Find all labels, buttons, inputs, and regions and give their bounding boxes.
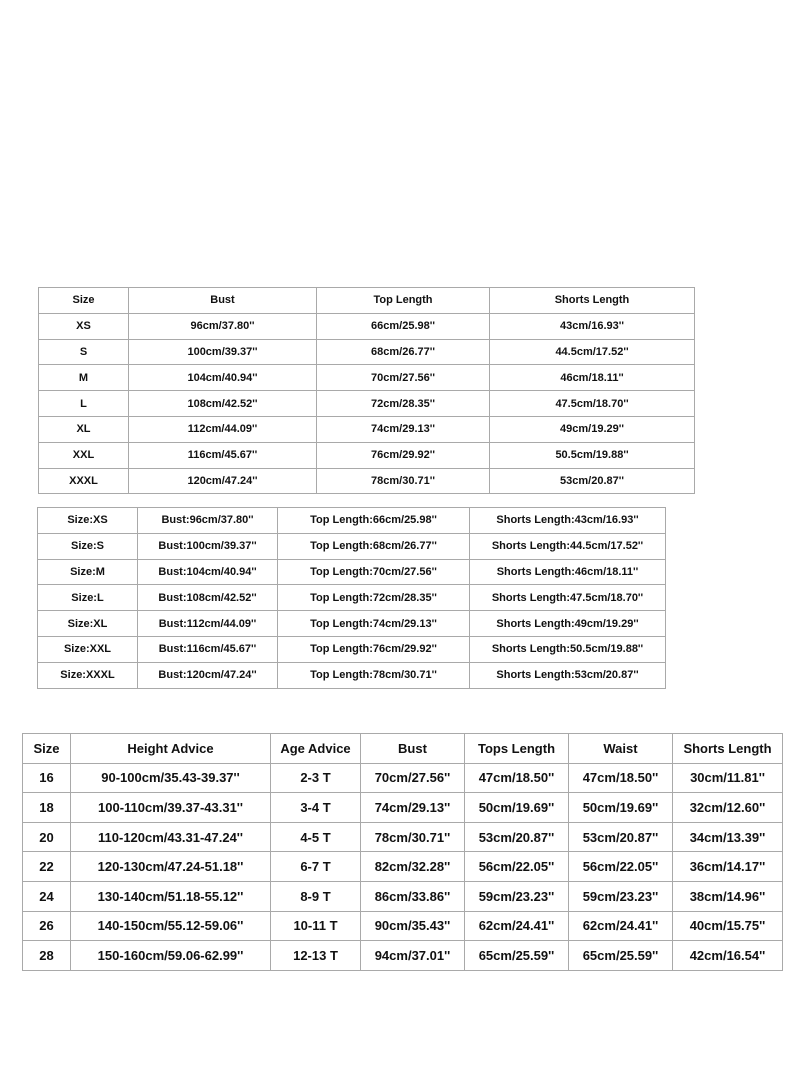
table-cell: Bust:104cm/40.94''	[138, 559, 278, 585]
table-row	[23, 911, 783, 941]
table-cell: 2-3 T	[271, 763, 361, 793]
table-cell: 36cm/14.17''	[673, 852, 783, 882]
table-cell: 42cm/16.54''	[673, 941, 783, 971]
table-cell: 47.5cm/18.70''	[490, 391, 695, 417]
table-cell: 78cm/30.71''	[317, 468, 490, 494]
table-cell: 82cm/32.28''	[361, 852, 465, 882]
table-cell: 12-13 T	[271, 941, 361, 971]
table-row	[23, 941, 783, 971]
column-header: Shorts Length	[490, 288, 695, 314]
column-header: Bust	[361, 734, 465, 764]
table-cell: Size:XXXL	[38, 662, 138, 688]
column-header: Bust	[129, 288, 317, 314]
table-cell: 47cm/18.50''	[569, 763, 673, 793]
table-cell: 70cm/27.56''	[317, 365, 490, 391]
table-cell: 50.5cm/19.88''	[490, 442, 695, 468]
table-cell: 86cm/33.86''	[361, 881, 465, 911]
table-cell: 32cm/12.60''	[673, 793, 783, 823]
table-cell: 130-140cm/51.18-55.12''	[71, 881, 271, 911]
table-cell: 66cm/25.98''	[317, 313, 490, 339]
table-cell: Top Length:74cm/29.13''	[278, 611, 470, 637]
table-cell: 40cm/15.75''	[673, 911, 783, 941]
table-row	[39, 339, 695, 365]
table-cell: 74cm/29.13''	[361, 793, 465, 823]
table-row	[38, 533, 666, 559]
table-cell: 65cm/25.59''	[569, 941, 673, 971]
table-row	[38, 611, 666, 637]
column-header: Top Length	[317, 288, 490, 314]
table-cell: 44.5cm/17.52''	[490, 339, 695, 365]
table-cell: 53cm/20.87''	[490, 468, 695, 494]
table-cell: Top Length:70cm/27.56''	[278, 559, 470, 585]
table-cell: Size:XS	[38, 508, 138, 534]
table-cell: 53cm/20.87''	[465, 822, 569, 852]
table-cell: Bust:108cm/42.52''	[138, 585, 278, 611]
table-cell: 53cm/20.87''	[569, 822, 673, 852]
table-cell: Bust:112cm/44.09''	[138, 611, 278, 637]
table-cell: 34cm/13.39''	[673, 822, 783, 852]
table-cell: Shorts Length:44.5cm/17.52''	[470, 533, 666, 559]
table-row	[23, 793, 783, 823]
table-cell: 16	[23, 763, 71, 793]
table-cell: 140-150cm/55.12-59.06''	[71, 911, 271, 941]
table-cell: 74cm/29.13''	[317, 416, 490, 442]
table-cell: Shorts Length:43cm/16.93''	[470, 508, 666, 534]
table-cell: Shorts Length:50.5cm/19.88''	[470, 636, 666, 662]
table-cell: 46cm/18.11''	[490, 365, 695, 391]
table-cell: Shorts Length:49cm/19.29''	[470, 611, 666, 637]
header-row	[39, 288, 695, 314]
header-row	[23, 734, 783, 764]
table-cell: Bust:116cm/45.67''	[138, 636, 278, 662]
table-cell: Top Length:68cm/26.77''	[278, 533, 470, 559]
table-cell: XL	[39, 416, 129, 442]
column-header: Size	[23, 734, 71, 764]
size-chart-kids	[22, 733, 783, 971]
table-cell: Size:L	[38, 585, 138, 611]
table-cell: XXL	[39, 442, 129, 468]
table-cell: 20	[23, 822, 71, 852]
table-row	[39, 442, 695, 468]
table-row	[38, 662, 666, 688]
table-cell: Size:XXL	[38, 636, 138, 662]
table-cell: 120-130cm/47.24-51.18''	[71, 852, 271, 882]
table-cell: Shorts Length:46cm/18.11''	[470, 559, 666, 585]
table-cell: 59cm/23.23''	[569, 881, 673, 911]
table-cell: 56cm/22.05''	[465, 852, 569, 882]
table-cell: 8-9 T	[271, 881, 361, 911]
table-cell: Bust:120cm/47.24''	[138, 662, 278, 688]
table-cell: 100cm/39.37''	[129, 339, 317, 365]
table-cell: 72cm/28.35''	[317, 391, 490, 417]
table-row	[38, 559, 666, 585]
table-cell: 30cm/11.81''	[673, 763, 783, 793]
table-cell: Top Length:72cm/28.35''	[278, 585, 470, 611]
table-row	[38, 508, 666, 534]
table-cell: 10-11 T	[271, 911, 361, 941]
table-cell: 62cm/24.41''	[569, 911, 673, 941]
table-cell: 94cm/37.01''	[361, 941, 465, 971]
table-cell: S	[39, 339, 129, 365]
table-cell: Top Length:76cm/29.92''	[278, 636, 470, 662]
table-row	[23, 881, 783, 911]
table-row	[38, 636, 666, 662]
table-cell: 76cm/29.92''	[317, 442, 490, 468]
table-cell: XS	[39, 313, 129, 339]
table-cell: 100-110cm/39.37-43.31''	[71, 793, 271, 823]
table-cell: 120cm/47.24''	[129, 468, 317, 494]
table-cell: L	[39, 391, 129, 417]
column-header: Height Advice	[71, 734, 271, 764]
table-cell: 4-5 T	[271, 822, 361, 852]
table-cell: 90-100cm/35.43-39.37''	[71, 763, 271, 793]
size-chart-adult-inline	[37, 507, 666, 689]
table-cell: 116cm/45.67''	[129, 442, 317, 468]
table-row	[23, 852, 783, 882]
table-row	[23, 822, 783, 852]
table-cell: Bust:100cm/39.37''	[138, 533, 278, 559]
table-row	[39, 468, 695, 494]
table-cell: Shorts Length:53cm/20.87''	[470, 662, 666, 688]
table-cell: 108cm/42.52''	[129, 391, 317, 417]
table-cell: 50cm/19.69''	[569, 793, 673, 823]
table-cell: Size:S	[38, 533, 138, 559]
table-cell: 104cm/40.94''	[129, 365, 317, 391]
table-cell: Bust:96cm/37.80''	[138, 508, 278, 534]
table-cell: 56cm/22.05''	[569, 852, 673, 882]
table-cell: 96cm/37.80''	[129, 313, 317, 339]
table-cell: 59cm/23.23''	[465, 881, 569, 911]
table-cell: XXXL	[39, 468, 129, 494]
table-row	[38, 585, 666, 611]
table-cell: 150-160cm/59.06-62.99''	[71, 941, 271, 971]
table-row	[39, 416, 695, 442]
table-row	[39, 365, 695, 391]
table-cell: M	[39, 365, 129, 391]
table-cell: 68cm/26.77''	[317, 339, 490, 365]
table-cell: 47cm/18.50''	[465, 763, 569, 793]
table-row	[39, 313, 695, 339]
table-cell: 24	[23, 881, 71, 911]
table-cell: 26	[23, 911, 71, 941]
column-header: Age Advice	[271, 734, 361, 764]
table-cell: 110-120cm/43.31-47.24''	[71, 822, 271, 852]
table-cell: 3-4 T	[271, 793, 361, 823]
column-header: Shorts Length	[673, 734, 783, 764]
table-cell: 78cm/30.71''	[361, 822, 465, 852]
table-cell: 65cm/25.59''	[465, 941, 569, 971]
table-cell: 70cm/27.56''	[361, 763, 465, 793]
table-cell: 112cm/44.09''	[129, 416, 317, 442]
table-cell: 22	[23, 852, 71, 882]
table-cell: Shorts Length:47.5cm/18.70''	[470, 585, 666, 611]
table-cell: 28	[23, 941, 71, 971]
table-cell: 43cm/16.93''	[490, 313, 695, 339]
column-header: Waist	[569, 734, 673, 764]
column-header: Tops Length	[465, 734, 569, 764]
table-cell: 38cm/14.96''	[673, 881, 783, 911]
table-cell: Top Length:78cm/30.71''	[278, 662, 470, 688]
table-cell: Size:M	[38, 559, 138, 585]
column-header: Size	[39, 288, 129, 314]
table-cell: 18	[23, 793, 71, 823]
table-cell: 90cm/35.43''	[361, 911, 465, 941]
table-cell: 49cm/19.29''	[490, 416, 695, 442]
table-cell: Size:XL	[38, 611, 138, 637]
table-row	[39, 391, 695, 417]
table-cell: Top Length:66cm/25.98''	[278, 508, 470, 534]
table-cell: 50cm/19.69''	[465, 793, 569, 823]
table-cell: 6-7 T	[271, 852, 361, 882]
size-chart-adult	[38, 287, 695, 494]
table-row	[23, 763, 783, 793]
table-cell: 62cm/24.41''	[465, 911, 569, 941]
